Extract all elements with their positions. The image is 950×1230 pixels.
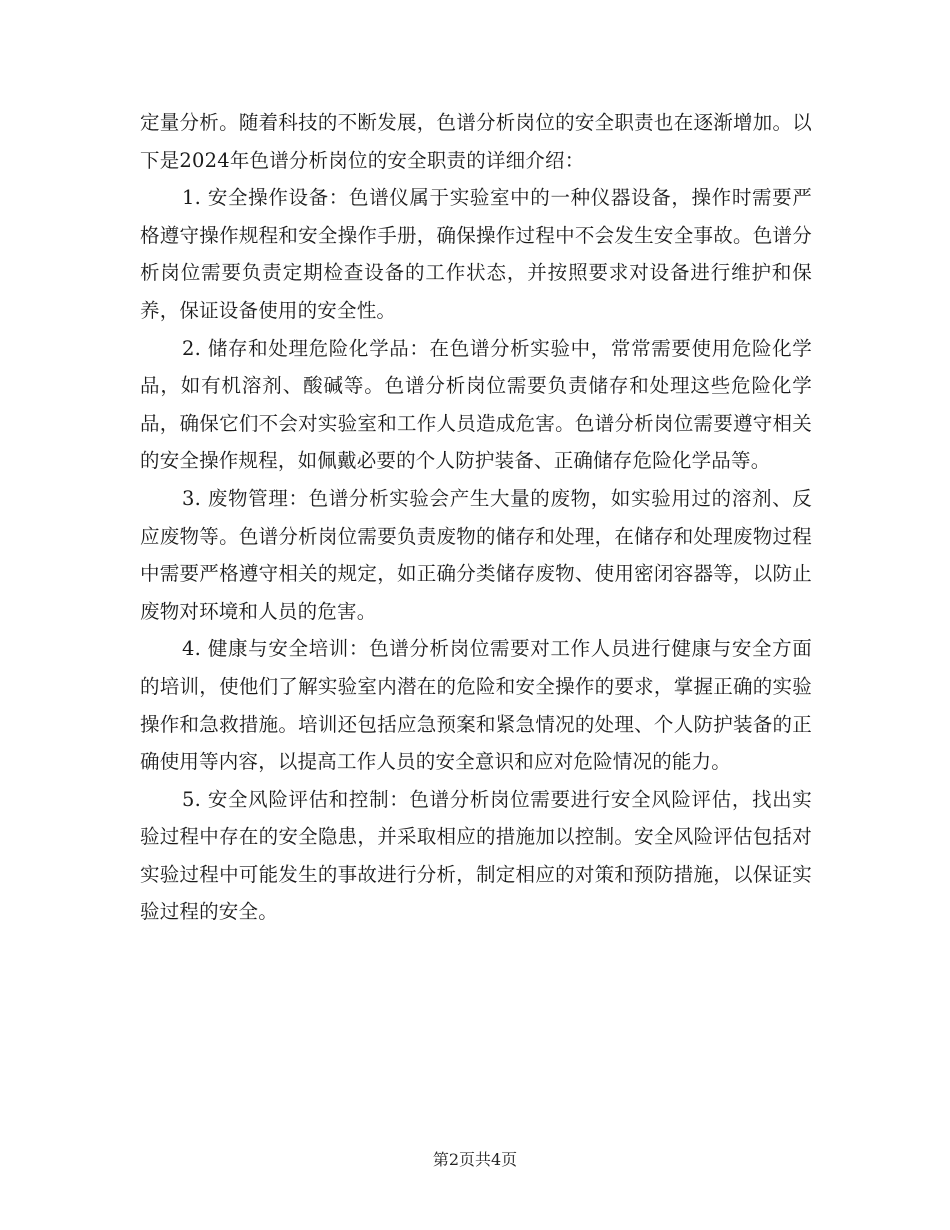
paragraph-item-4-safety-training: 4. 健康与安全培训：色谱分析岗位需要对工作人员进行健康与安全方面的培训，使他们了解实验室内潜在的危险和安全操作的要求，掌握正确的实验操作和急救措施。培训还包括应急预案和紧急情况的处理、个人防护装备的正确使用等内容，以提高工作人员的安全意识和应对危险情况的能力。 <box>140 637 812 774</box>
paragraph-intro-continuation: 定量分析。随着科技的不断发展，色谱分析岗位的安全职责也在逐渐增加。以下是2024年色谱分析岗位的安全职责的详细介绍： <box>140 111 812 172</box>
paragraph-item-1-equipment-safety: 1. 安全操作设备：色谱仪属于实验室中的一种仪器设备，操作时需要严格遵守操作规程和安全操作手册，确保操作过程中不会发生安全事故。色谱分析岗位需要负责定期检查设备的工作状态，并按照要求对设备进行维护和保养，保证设备使用的安全性。 <box>140 186 812 322</box>
paragraph-item-2-hazardous-chemicals: 2. 储存和处理危险化学品：在色谱分析实验中，常常需要使用危险化学品，如有机溶剂、酸碱等。色谱分析岗位需要负责储存和处理这些危险化学品，确保它们不会对实验室和工作人员造成危害。色谱分析岗位需要遵守相关的安全操作规程，如佩戴必要的个人防护装备、正确储存危险化学品等。 <box>140 336 812 473</box>
document-body <box>140 104 812 931</box>
paragraph-item-3-waste-management: 3. 废物管理：色谱分析实验会产生大量的废物，如实验用过的溶剂、反应废物等。色谱分析岗位需要负责废物的储存和处理，在储存和处理废物过程中需要严格遵守相关的规定，如正确分类储存废物、使用密闭容器等，以防止废物对环境和人员的危害。 <box>140 486 812 623</box>
paragraph-item-5-risk-assessment: 5. 安全风险评估和控制：色谱分析岗位需要进行安全风险评估，找出实验过程中存在的安全隐患，并采取相应的措施加以控制。安全风险评估包括对实验过程中可能发生的事故进行分析，制定相应的对策和预防措施，以保证实验过程的安全。 <box>140 787 812 924</box>
page-number-footer: 第2页共4页 <box>432 1150 518 1169</box>
